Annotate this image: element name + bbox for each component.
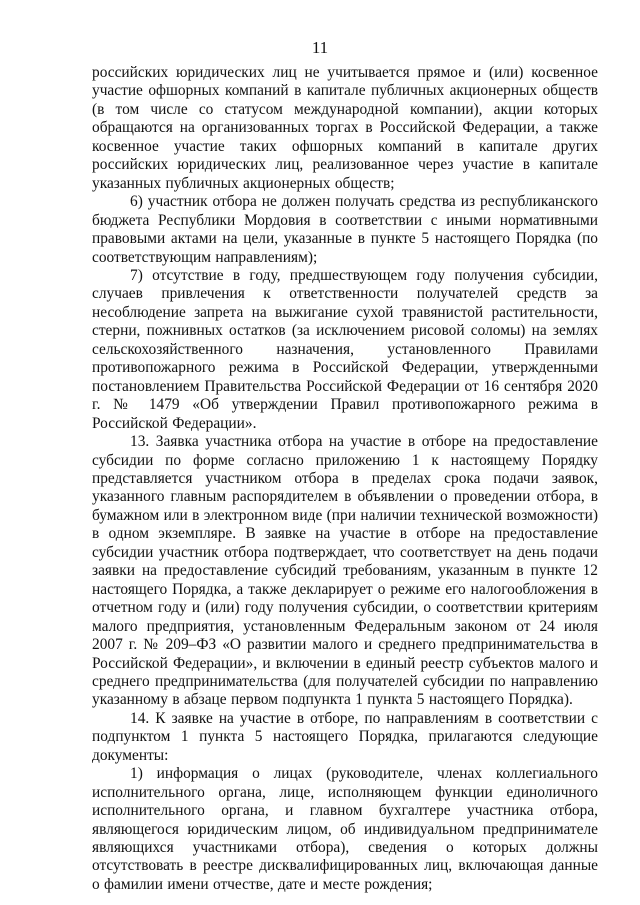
paragraph-item-7: 7) отсутствие в году, предшествующем году получения субсидии, случаев привлечения к ответственности получателей средств за несоблюдение запрета на выжигание сухой травянистой растительности, стерни, пожнивных остатков (за исключением рисовой соломы) на землях сельскохозяйственного назначения, установленного Правилами противопожарного режима в Российской Федерации, утвержденными постановлением Правительства Российской Федерации от 16 сентября 2020 г. № 1479 «Об утверждении Правил противопожарного режима в Российской Федерации».	[92, 266, 598, 432]
paragraph-point-13: 13. Заявка участника отбора на участие в отборе на предоставление субсидии по форме согласно приложению 1 к настоящему Порядку представляется участником отбора в пределах срока подачи заявок, указанного главным распорядителем в объявлении о проведении отбора, в бумажном или в электронном виде (при наличии технической возможности) в одном экземпляре. В заявке на участие в отборе на предоставление субсидии участник отбора подтверждает, что соответствует на день подачи заявки на предоставление субсидий требованиям, указанным в пункте 12 настоящего Порядка, а также декларирует о режиме его налогообложения в отчетном году и (или) году получения субсидии, о соответствии критериям малого предприятия, установленным Федеральным законом от 24 июля 2007 г. № 209–ФЗ «О развитии малого и среднего предпринимательства в Российской Федерации», и включении в единый реестр субъектов малого и среднего предпринимательства (для получателей субсидии по направлению указанному в абзаце первом подпункта 1 пункта 5 настоящего Порядка).	[92, 433, 598, 709]
paragraph-document-1: 1) информация о лицах (руководителе, членах коллегиального исполнительного органа, лице, исполняющем функции единоличного исполнительного органа, и главном бухгалтере участника отбора, являющегося юридическим лицом, об индивидуальном предпринимателе являющихся участниками отбора), сведения о которых должны отсутствовать в реестре дисквалифицированных лиц, включающая данные о фамилии имени отчестве, дате и месте рождения;	[92, 765, 598, 893]
paragraph-item-6: 6) участник отбора не должен получать средства из республиканского бюджета Республики Мордовия в соответствии с иными нормативными правовыми актами на цели, указанные в пункте 5 настоящего Порядка (по соответствующим направлениям);	[92, 193, 598, 266]
page-number: 11	[311, 38, 329, 57]
document-body	[92, 64, 598, 894]
paragraph-continuation: российских юридических лиц не учитывается прямое и (или) косвенное участие офшорных компаний в капитале публичных акционерных обществ (в том числе со статусом международной компании), акции которых обращаются на организованных торгах в Российской Федерации, а также косвенное участие таких офшорных компаний в капитале других российских юридических лиц, реализованное через участие в капитале указанных публичных акционерных обществ;	[92, 64, 598, 192]
paragraph-point-14: 14. К заявке на участие в отборе, по направлениям в соответствии с подпунктом 1 пункта 5 настоящего Порядка, прилагаются следующие документы:	[92, 709, 598, 764]
